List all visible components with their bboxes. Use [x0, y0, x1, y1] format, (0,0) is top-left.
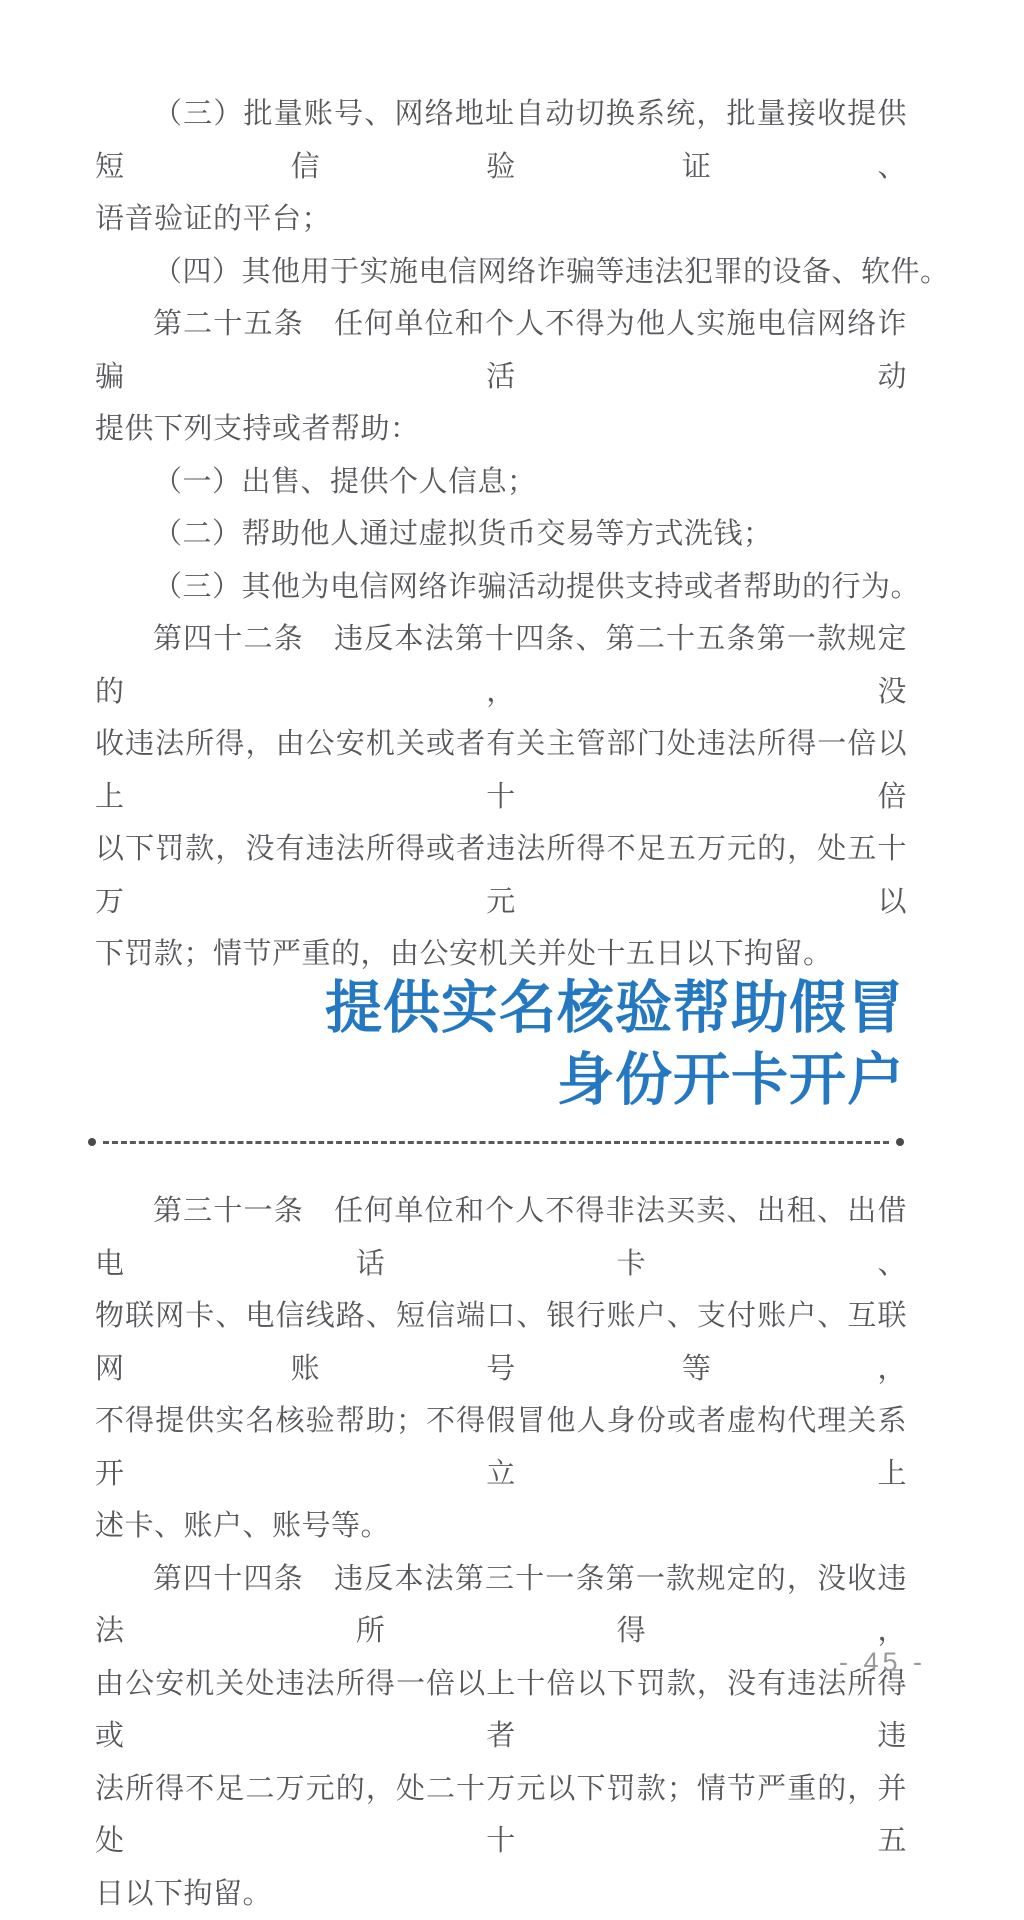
body-text-line: 第二十五条 任何单位和个人不得为他人实施电信网络诈骗活动	[95, 298, 907, 403]
body-text-line: 语音验证的平台；	[95, 193, 907, 246]
body-text-line: 第四十二条 违反本法第十四条、第二十五条第一款规定的，没	[95, 613, 907, 718]
body-text-line: 法所得不足二万元的，处二十万元以下罚款；情节严重的，并处十五	[95, 1763, 907, 1868]
body-text-line: 第四十四条 违反本法第三十一条第一款规定的，没收违法所得，	[95, 1553, 907, 1658]
body-text-line: 提供下列支持或者帮助：	[95, 403, 907, 456]
body-text-line: 下罚款；情节严重的，由公安机关并处十五日以下拘留。	[95, 928, 907, 981]
body-text-line: 第三十一条 任何单位和个人不得非法买卖、出租、出借电话卡、	[95, 1185, 907, 1290]
body-text-line: （四）其他用于实施电信网络诈骗等违法犯罪的设备、软件。	[95, 246, 907, 299]
body-text-line: 不得提供实名核验帮助；不得假冒他人身份或者虚构代理关系开立上	[95, 1395, 907, 1500]
section-title	[95, 972, 905, 1116]
divider-left-dot-icon	[88, 1138, 96, 1146]
section-divider	[88, 1136, 904, 1148]
body-text-line: （二）帮助他人通过虚拟货币交易等方式洗钱；	[95, 508, 907, 561]
body-text-line: 日以下拘留。	[95, 1868, 907, 1920]
body-text-block-lower	[95, 1185, 907, 1920]
page-number: - 45 -	[839, 1645, 926, 1679]
section-title-line1: 提供实名核验帮助假冒	[95, 972, 905, 1044]
body-text-line: 收违法所得，由公安机关或者有关主管部门处违法所得一倍以上十倍	[95, 718, 907, 823]
body-text-line: 以下罚款，没有违法所得或者违法所得不足五万元的，处五十万元以	[95, 823, 907, 928]
divider-right-dot-icon	[896, 1138, 904, 1146]
body-text-block-upper	[95, 88, 907, 981]
body-text-line: 述卡、账户、账号等。	[95, 1500, 907, 1553]
body-text-line: 由公安机关处违法所得一倍以上十倍以下罚款，没有违法所得或者违	[95, 1658, 907, 1763]
section-title-line2: 身份开卡开户	[95, 1044, 905, 1116]
body-text-line: （一）出售、提供个人信息；	[95, 456, 907, 509]
divider-dashed-line	[103, 1141, 889, 1144]
body-text-line: （三）其他为电信网络诈骗活动提供支持或者帮助的行为。	[95, 561, 907, 614]
body-text-line: 物联网卡、电信线路、短信端口、银行账户、支付账户、互联网账号等，	[95, 1290, 907, 1395]
body-text-line: （三）批量账号、网络地址自动切换系统，批量接收提供短信验证、	[95, 88, 907, 193]
